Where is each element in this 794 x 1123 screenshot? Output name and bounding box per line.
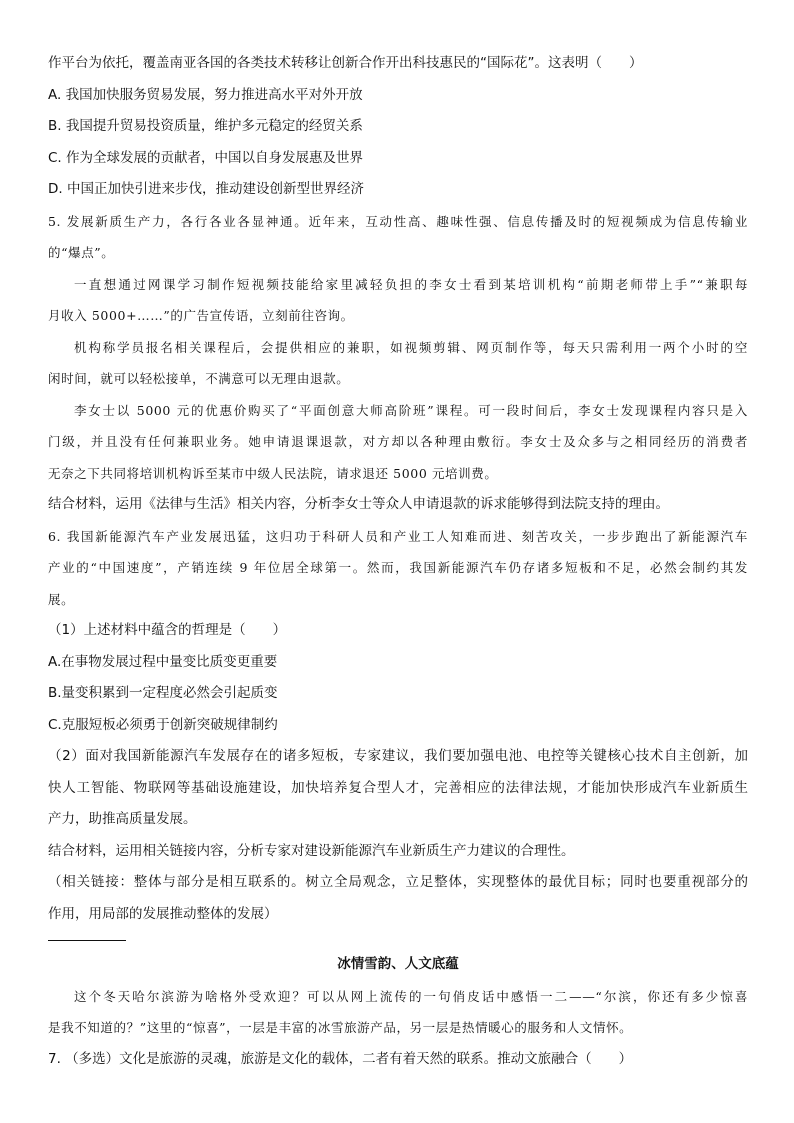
q7-stem: 7. （多选）文化是旅游的灵魂，旅游是文化的载体，二者有着天然的联系。推动文旅融合（ ） bbox=[48, 1050, 633, 1067]
q5-material-para1-line-1: 一直想通过网课学习制作短视频技能给家里减轻负担的李女士看到某培训机构“前期老师带上手”“兼职每 bbox=[74, 276, 748, 292]
q5-material-para2-line-2: 闲时间，就可以轻松接单，不满意可以无理由退款。 bbox=[48, 371, 350, 386]
section-divider bbox=[48, 940, 126, 941]
q6-sub2-line-2: 快人工智能、物联网等基础设施建设，加快培养复合型人才，完善相应的法律法规，才能加快形成汽车业新质生 bbox=[48, 779, 748, 796]
q4-option-a: A. 我国加快服务贸易发展，努力推进高水平对外开放 bbox=[48, 86, 363, 103]
q6-sub1-option-b: B.量变积累到一定程度必然会引起质变 bbox=[48, 685, 278, 701]
q4-option-d: D. 中国正加快引进来步伐，推动建设创新型世界经济 bbox=[48, 181, 364, 197]
q5-material-para3-line-2: 门级，并且没有任何兼职业务。她申请退课退款，对方却以各种理由敷衍。李女士及众多与之相同经历的消费者 bbox=[48, 434, 748, 449]
q5-stem-line-1: 5. 发展新质生产力，各行各业各显神通。近年来，互动性高、趣味性强、信息传播及时的短视频成为信息传输业 bbox=[48, 213, 748, 229]
q6-stem-line-1: 6. 我国新能源汽车产业发展迅猛，这归功于科研人员和产业工人知难而进、刻苦攻关，一步步跑出了新能源汽车 bbox=[48, 528, 748, 544]
q6-sub1-option-c: C.克服短板必须勇于创新突破规律制约 bbox=[48, 716, 278, 733]
q6-sub2-line-1: （2）面对我国新能源汽车发展存在的诸多短板，专家建议，我们要加强电池、电控等关键核心技术自主创新，加 bbox=[48, 748, 748, 764]
q6-sub1-option-a: A.在事物发展过程中量变比质变更重要 bbox=[48, 653, 278, 670]
q4-option-c: C. 作为全球发展的贡献者，中国以自身发展惠及世界 bbox=[48, 149, 364, 166]
q5-material-para2-line-1: 机构称学员报名相关课程后，会提供相应的兼职，如视频剪辑、网页制作等，每天只需利用一两个小时的空 bbox=[74, 339, 748, 355]
q5-material-para1-line-2: 月收入 5000+……”的广告宣传语，立刻前往咨询。 bbox=[48, 308, 354, 323]
q6-stem-line-3: 展。 bbox=[48, 591, 75, 607]
exam-page bbox=[48, 48, 748, 1075]
q6-link-line-2: 作用，用局部的发展推动整体的发展） bbox=[48, 905, 278, 922]
section-para-line-1: 这个冬天哈尔滨游为啥格外受欢迎？可以从网上流传的一句俏皮话中感悟一二——“尔滨，你还有多少惊喜 bbox=[74, 988, 748, 1004]
q4-stem-tail: 作平台为依托，覆盖南亚各国的各类技术转移让创新合作开出科技惠民的“国际花”。这表明（ ） bbox=[48, 55, 643, 71]
q5-material-para3-line-3: 无奈之下共同将培训机构诉至某市中级人民法院，请求退还 5000 元培训费。 bbox=[48, 465, 498, 481]
q6-sub2-question: 结合材料，运用相关链接内容，分析专家对建设新能源汽车业新质生产力建议的合理性。 bbox=[48, 842, 575, 859]
q5-question: 结合材料，运用《法律与生活》相关内容，分析李女士等众人申请退款的诉求能够得到法院支持的理由。 bbox=[48, 496, 669, 512]
section-title: 冰情雪韵、人文底蕴 bbox=[337, 956, 459, 972]
q6-sub1-question: （1）上述材料中蕴含的哲理是（ ） bbox=[48, 622, 287, 638]
q4-option-b: B. 我国提升贸易投资质量，维护多元稳定的经贸关系 bbox=[48, 118, 363, 134]
q6-link-line-1: （相关链接：整体与部分是相互联系的。树立全局观念，立足整体，实现整体的最优目标；同时也要重视部分的 bbox=[48, 874, 748, 890]
section-para-line-2: 是我不知道的？”这里的“惊喜”，一层是丰富的冰雪旅游产品，另一层是热情暖心的服务和人文情怀。 bbox=[48, 1020, 633, 1035]
q6-stem-line-2: 产业的“中国速度”，产销连续 9 年位居全球第一。然而，我国新能源汽车仍存诸多短板和不足，必然会制约其发 bbox=[48, 560, 748, 575]
q5-stem-line-2: 的“爆点”。 bbox=[48, 245, 115, 260]
q5-material-para3-line-1: 李女士以 5000 元的优惠价购买了“平面创意大师高阶班”课程。可一段时间后，李女士发现课程内容只是入 bbox=[74, 402, 748, 418]
q6-sub2-line-3: 产力，助推高质量发展。 bbox=[48, 811, 197, 827]
